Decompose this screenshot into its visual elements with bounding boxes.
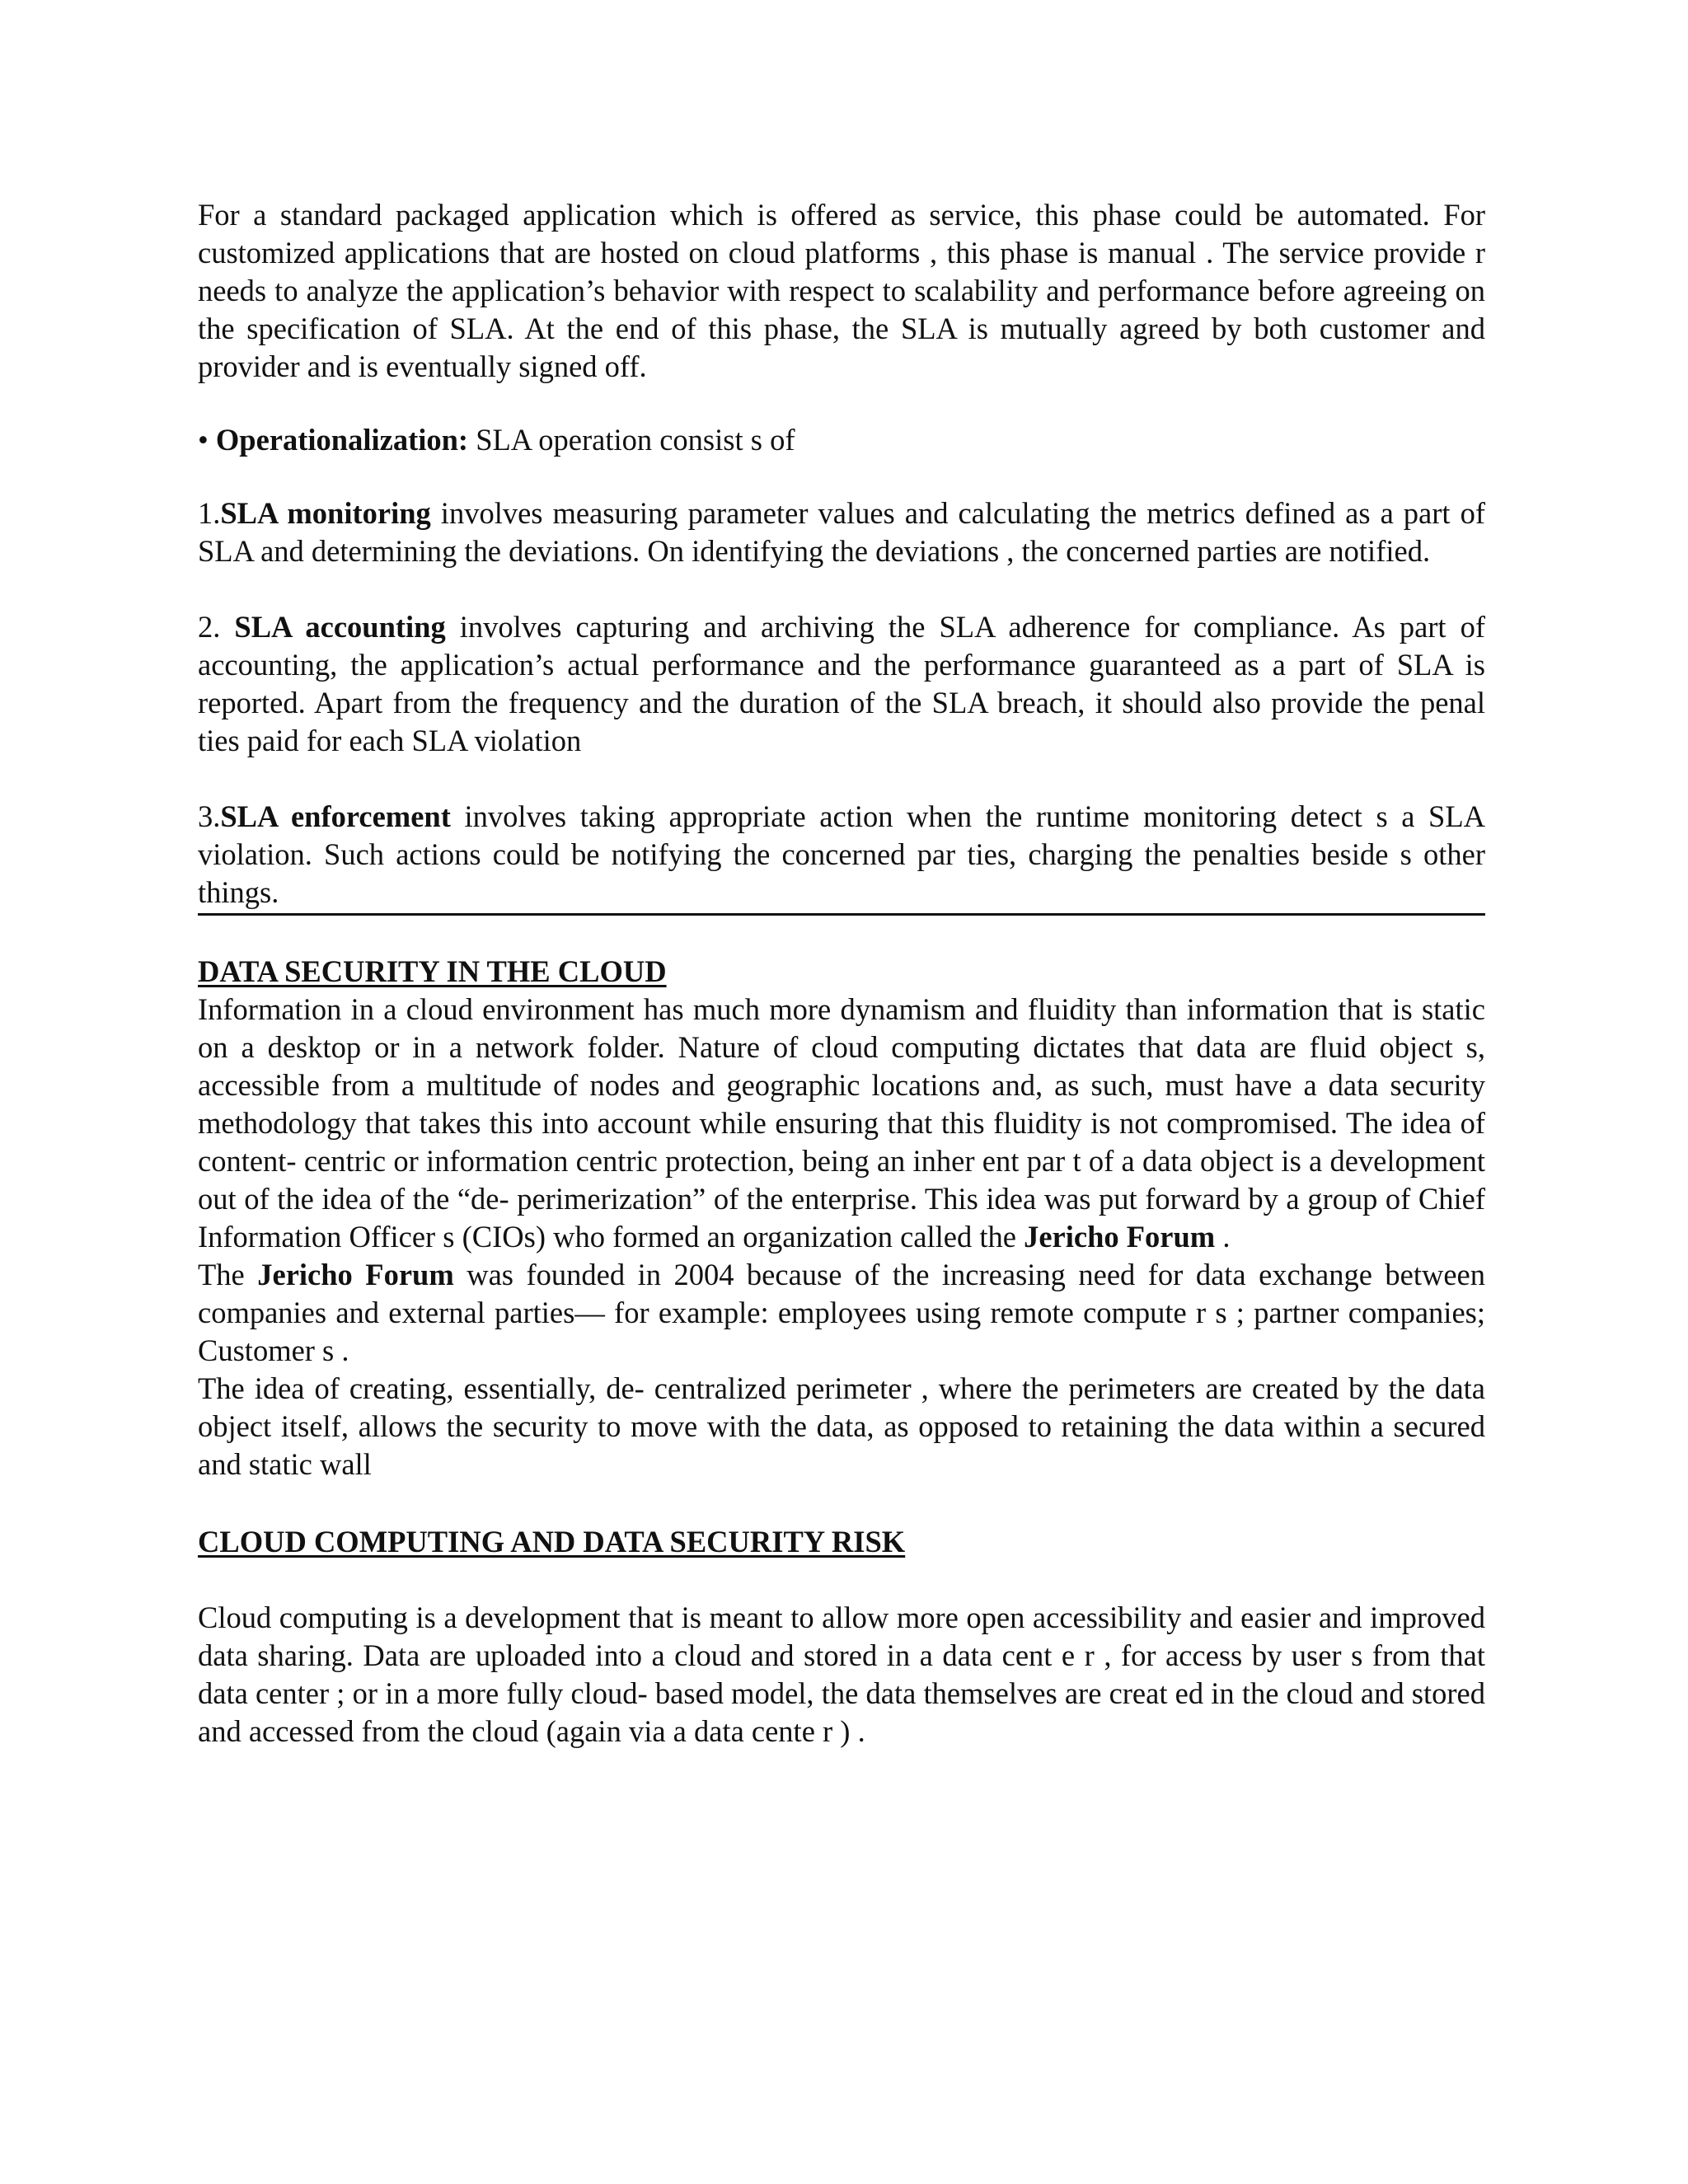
jericho-forum-term-2: Jericho Forum xyxy=(257,1258,454,1291)
data-security-p1-end: . xyxy=(1215,1220,1231,1254)
sla-monitoring-term: SLA monitoring xyxy=(220,496,431,530)
data-security-heading: DATA SECURITY IN THE CLOUD xyxy=(198,954,667,988)
jericho-forum-term: Jericho Forum xyxy=(1024,1220,1216,1254)
data-security-p1-text: Information in a cloud environment has much more dynamism and fluidity than information that is static on a desktop or in a network folder. Nature of cloud computing dictates that data are fluid object s, accessible from a multitude of nodes and geographic locations and, as such, must have a data security methodology that takes this into account while ensuring that this fluidity is not compromised. The idea of content- centric or information centric protection, being an inher ent par t of a data object is a development out of the idea of the “de- perimerization” of the enterprise. This idea was put forward by a group of Chief Information Officer s (CIOs) who formed an organization called the xyxy=(198,992,1485,1254)
sla-monitoring-paragraph xyxy=(198,494,1485,570)
operationalization-label: Operationalization: xyxy=(215,423,469,457)
sla-enforcement-text: involves taking appropriate action when the runtime monitoring detect s a SLA violation. Such actions could be notifying the concerned par ties, charging the penalties beside s other things. xyxy=(198,799,1485,909)
sla-accounting-paragraph xyxy=(198,608,1485,760)
operationalization-line xyxy=(198,421,1485,459)
sla-monitoring-prefix: 1. xyxy=(198,496,221,530)
data-security-p2-start: The xyxy=(198,1258,258,1291)
sla-monitoring-text: involves measuring parameter values and calculating the metrics defined as a part of SLA and determining the deviations. On identifying the deviations , the concerned parties are notified. xyxy=(198,496,1485,568)
data-security-paragraph-2 xyxy=(198,1256,1485,1370)
sla-accounting-term: SLA accounting xyxy=(234,610,446,644)
sla-accounting-prefix: 2. xyxy=(198,610,235,644)
section-divider xyxy=(198,913,1485,916)
sla-enforcement-paragraph xyxy=(198,798,1485,912)
sla-enforcement-term: SLA enforcement xyxy=(220,799,451,833)
intro-paragraph: For a standard packaged application which is offered as service, this phase could be automated. For customized applications that are hosted on cloud platforms , this phase is manual . The service provide r needs to analyze the application’s behavior with respect to scalability and performance before agreeing on the specification of SLA. At the end of this phase, the SLA is mutually agreed by both customer and provider and is eventually signed off. xyxy=(198,198,1485,383)
document-page xyxy=(198,196,1485,1750)
data-security-paragraph-3: The idea of creating, essentially, de- centralized perimeter , where the perimeters are created by the data object itself, allows the security to move with the data, as opposed to retaining the data within a secured and static wall xyxy=(198,1371,1485,1481)
sla-accounting-text: involves capturing and archiving the SLA adherence for compliance. As part of accounting, the application’s actual performance and the performance guaranteed as a part of SLA is reported. Apart from the frequency and the duration of the SLA breach, it should also provide the penal ties paid for each SLA violation xyxy=(198,610,1485,757)
data-security-paragraph-1 xyxy=(198,991,1485,1256)
operationalization-text: SLA operation consist s of xyxy=(468,423,795,457)
risk-heading: CLOUD COMPUTING AND DATA SECURITY RISK xyxy=(198,1525,906,1558)
risk-paragraph: Cloud computing is a development that is meant to allow more open accessibility and easier and improved data sharing. Data are uploaded into a cloud and stored in a data cent e r , for access by user s from that data center ; or in a more fully cloud- based model, the data themselves are creat ed in the cloud and stored and accessed from the cloud (again via a data cente r ) . xyxy=(198,1601,1485,1748)
data-security-p2-text: was founded in 2004 because of the increasing need for data exchange between companies and external parties— for example: employees using remote compute r s ; partner companies; Customer s . xyxy=(198,1258,1485,1367)
bullet: • xyxy=(198,423,216,457)
sla-enforcement-prefix: 3. xyxy=(198,799,221,833)
